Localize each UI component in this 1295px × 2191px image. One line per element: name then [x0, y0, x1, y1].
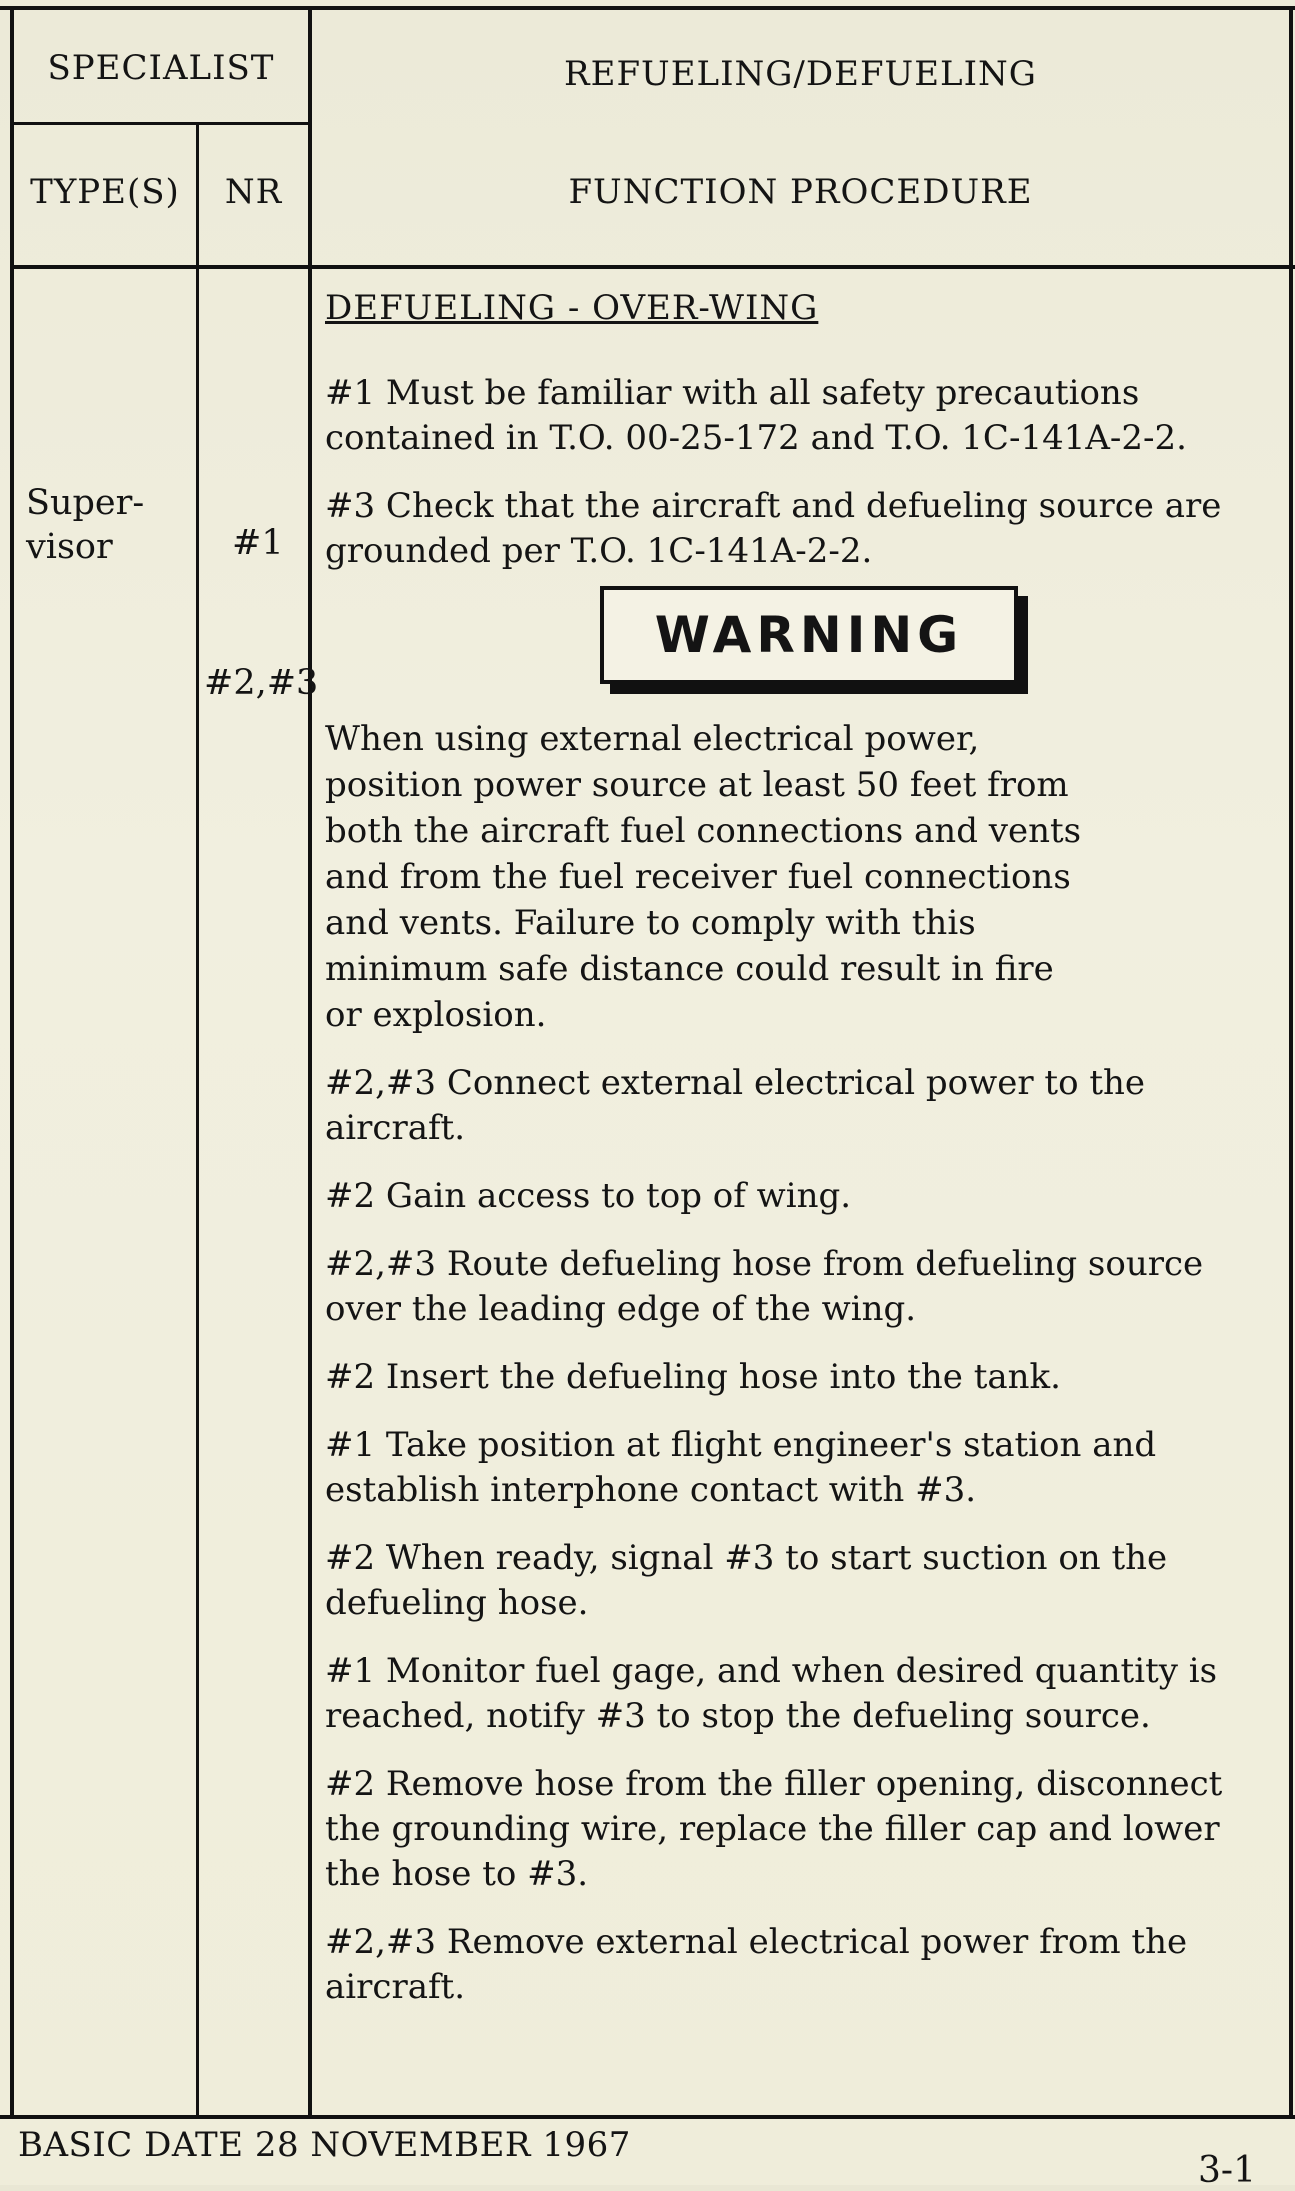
top-border: [0, 6, 1295, 10]
nr-header: NR: [224, 172, 283, 212]
procedure-step: #3 Check that the aircraft and defueling source are grounded per T.O. 1C-141A-2-2.: [325, 486, 1222, 571]
page-number: 3-1: [1198, 2150, 1256, 2191]
basic-date: BASIC DATE 28 NOVEMBER 1967: [18, 2125, 631, 2165]
warning-label: WARNING: [600, 586, 1018, 684]
left-border: [10, 6, 14, 2118]
procedure-step: #2,#3 Connect external electrical power to the aircraft.: [325, 1063, 1146, 1148]
procedure-title: DEFUELING - OVER-WING: [325, 288, 819, 328]
procedure-step: #2 When ready, signal #3 to start suction on the defueling hose.: [325, 1538, 1168, 1623]
specialist-type-line2: visor: [26, 527, 113, 567]
header-bottom-border: [12, 265, 1295, 269]
procedure-step: #1 Take position at flight engineer's station and establish interphone contact with #3.: [325, 1425, 1157, 1510]
warning-block: [325, 580, 1245, 698]
procedure-content: [325, 286, 1245, 2033]
header-divider: [12, 122, 310, 125]
right-border: [1289, 6, 1293, 2118]
procedure-column-divider: [308, 6, 312, 2118]
nr-value-2: #2,#3: [204, 663, 319, 703]
procedure-step: #2 Remove hose from the filler opening, disconnect the grounding wire, replace the filler cap and lower the hose to #3.: [325, 1764, 1223, 1894]
procedure-step: #1 Monitor fuel gage, and when desired quantity is reached, notify #3 to stop the defueling source.: [325, 1651, 1218, 1736]
nr-column-divider: [196, 122, 199, 2118]
warning-text: When using external electrical power, position power source at least 50 feet from both the aircraft fuel connections and vents and from the fuel receiver fuel connections and vents. Failure to comply with this minimum safe distance could result in fire or explosion.: [325, 719, 1082, 1035]
specialist-type-line1: Super-: [26, 483, 145, 523]
function-procedure-header: FUNCTION PROCEDURE: [568, 172, 1033, 212]
function-title-header: REFUELING/DEFUELING: [564, 54, 1037, 94]
procedure-step: #2,#3 Route defueling hose from defueling source over the leading edge of the wing.: [325, 1244, 1204, 1329]
procedure-step: #1 Must be familiar with all safety precautions contained in T.O. 00-25-172 and T.O. 1C-141A-2-2.: [325, 373, 1187, 458]
footer-top-border: [0, 2115, 1295, 2119]
procedure-step: #2 Insert the defueling hose into the tank.: [325, 1357, 1061, 1397]
nr-value-1: #1: [232, 523, 284, 563]
procedure-step: #2 Gain access to top of wing.: [325, 1176, 852, 1216]
type-header: TYPE(S): [30, 172, 180, 212]
specialist-header: SPECIALIST: [47, 48, 275, 88]
procedure-step: #2,#3 Remove external electrical power from the aircraft.: [325, 1922, 1188, 2007]
